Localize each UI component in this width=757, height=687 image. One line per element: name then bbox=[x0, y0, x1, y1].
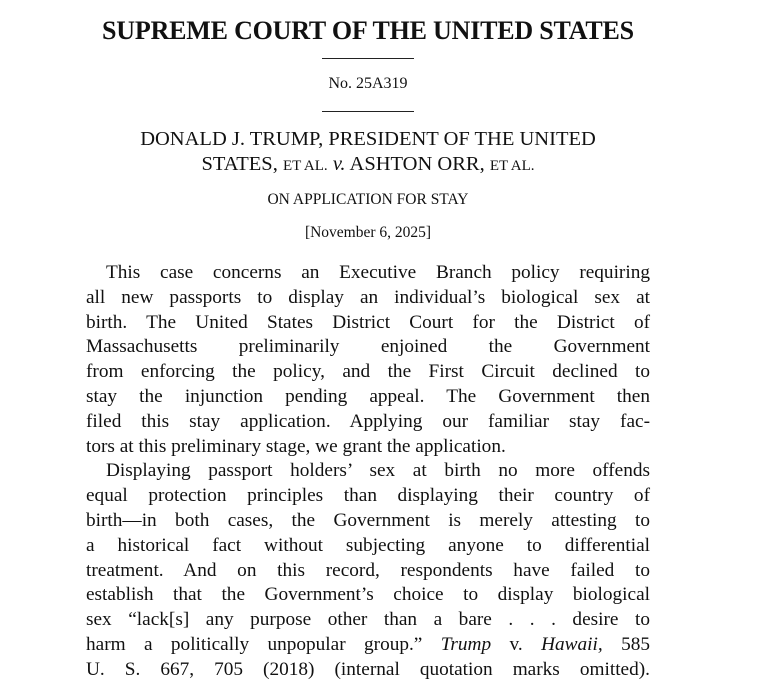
paragraph-line: equal protection principles than displaying their country of bbox=[86, 485, 650, 507]
divider-rule-top bbox=[322, 58, 414, 59]
paragraph-line: sex “lack[s] any purpose other than a bare . . . desire to bbox=[86, 609, 650, 631]
decision-date: [November 6, 2025] bbox=[304, 224, 432, 241]
paragraph-2 bbox=[86, 459, 650, 682]
caption-et-al-2: ET AL. bbox=[489, 158, 535, 174]
paragraph-line: filed this stay application. Applying our familiar stay fac- bbox=[86, 410, 650, 432]
divider-rule-bottom bbox=[322, 111, 414, 112]
caption-petitioner-end: STATES, bbox=[201, 153, 278, 175]
paragraph-line: from enforcing the policy, and the First Circuit declined to bbox=[86, 361, 650, 383]
paragraph-line: stay the injunction pending appeal. The Government then bbox=[86, 385, 650, 407]
paragraph-line: This case concerns an Executive Branch policy requiring bbox=[106, 262, 650, 283]
case-name-hawaii: Hawaii, bbox=[541, 633, 603, 655]
opinion-body bbox=[86, 261, 650, 683]
paragraph-line: all new passports to display an individual’s biological sex at bbox=[86, 286, 650, 308]
case-name-trump: Trump bbox=[440, 633, 492, 655]
paragraph-line: treatment. And on this record, respondents have failed to bbox=[86, 559, 650, 581]
caption-line-2 bbox=[86, 152, 650, 179]
court-title: SUPREME COURT OF THE UNITED STATES bbox=[102, 16, 634, 45]
citation-volume: 585 bbox=[621, 633, 650, 655]
caption-versus: v. bbox=[332, 153, 346, 175]
docket-number: No. 25A319 bbox=[328, 75, 408, 92]
paragraph-line: Massachusetts preliminarily enjoined the Government bbox=[86, 336, 650, 358]
case-caption bbox=[86, 127, 650, 179]
caption-line-1: DONALD J. TRUMP, PRESIDENT OF THE UNITED bbox=[140, 128, 596, 150]
paragraph-line: Displaying passport holders’ sex at birth no more offends bbox=[106, 460, 650, 482]
citation-versus: v. bbox=[509, 633, 523, 655]
caption-et-al-1: ET AL. bbox=[282, 158, 328, 174]
paragraph-line: tors at this preliminary stage, we grant the application. bbox=[86, 435, 506, 457]
paragraph-line: a historical fact without subjecting anyone to differential bbox=[86, 534, 650, 556]
application-type: ON APPLICATION FOR STAY bbox=[267, 191, 469, 208]
paragraph-line: birth. The United States District Court for the District of bbox=[86, 311, 650, 333]
paragraph-line: establish that the Government’s choice to display biological bbox=[86, 584, 650, 606]
paragraph-line: birth—in both cases, the Government is merely attesting to bbox=[86, 509, 650, 531]
citation-lead-text: harm a politically unpopular group.” bbox=[86, 633, 423, 655]
caption-respondent: ASHTON ORR, bbox=[349, 153, 485, 175]
paragraph-1 bbox=[86, 261, 650, 459]
paragraph-line-citation bbox=[86, 633, 650, 658]
paragraph-line: U. S. 667, 705 (2018) (internal quotation marks omitted). bbox=[86, 658, 650, 680]
